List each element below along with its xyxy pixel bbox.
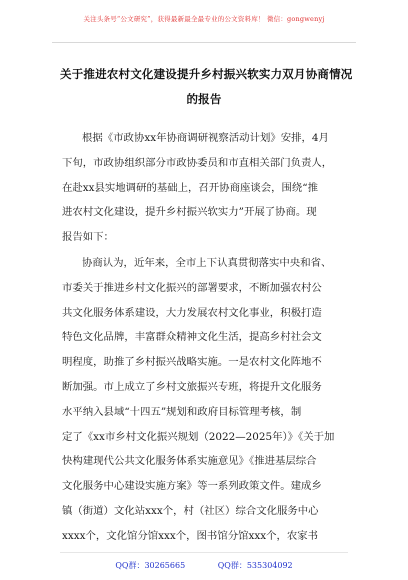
paragraph-line: 特色文化品牌，丰富群众精神文化生活，提高乡村社会文 [62,331,322,344]
paragraph-line: 定了《xx市乡村文化振兴规划（2022—2025年）》《关于加 [62,430,335,443]
paragraph-line: 共文化服务体系建设，大力发展农村文化事业，积极打造 [62,306,322,319]
paragraph-line: 断加强。市上成立了乡村文旅振兴专班，将提升文化服务 [62,380,322,393]
footer [0,560,408,571]
paragraph-line: 在赴xx县实地调研的基础上，召开协商座谈会，围绕“推 [62,181,319,194]
paragraph-line: 根据《市政协xx年协商调研视察活动计划》安排，4月 [82,132,329,144]
paragraph-intro [62,126,362,250]
paragraph-line: 明程度，助推了乡村振兴战略实施。一是农村文化阵地不 [62,356,322,369]
footer-qq-group-2: QQ群：535304092 [217,561,293,570]
paragraph-line: 市委关于推进乡村文化振兴的部署要求，不断加强农村公 [62,281,322,294]
header-divider [52,42,356,43]
paragraph-line: xxxx个，文化馆分馆xxx个，图书馆分馆xxx个，农家书 [62,529,319,542]
title-line-1: 关于推进农村文化建设提升乡村振兴软实力双月协商情况 [60,67,353,81]
paragraph-line: 文化服务中心建设实施方案》等一系列政策文件。建成乡 [62,480,322,493]
paragraph-line: 协商认为，近年来，全市上下认真贯彻落实中央和省、 [82,257,332,269]
paragraph-consultation [62,251,362,549]
paragraph-line: 下旬，市政协组织部分市政协委员和市直相关部门负责人， [62,156,333,169]
paragraph-line: 进农村文化建设，提升乡村振兴软实力”开展了协商。现 [62,206,317,219]
paragraph-line: 快构建现代公共文化服务体系实施意见》《推进基层综合 [62,455,317,468]
footer-divider [60,552,348,553]
paragraph-line: 报告如下： [62,231,114,244]
document-title [60,62,353,112]
header-banner: 关注头条号“公文研究”，获得最新最全最专业的公文资料库！ 微信：gongwenyj [83,15,325,23]
paragraph-line: 镇（街道）文化站xxx个，村（社区）综合文化服务中心 [62,504,319,517]
title-line-2: 的报告 [186,92,222,106]
footer-qq-group-1: QQ群：30265665 [115,561,186,570]
paragraph-line: 水平纳入县域“十四五”规划和政府目标管理考核，制 [62,405,302,418]
